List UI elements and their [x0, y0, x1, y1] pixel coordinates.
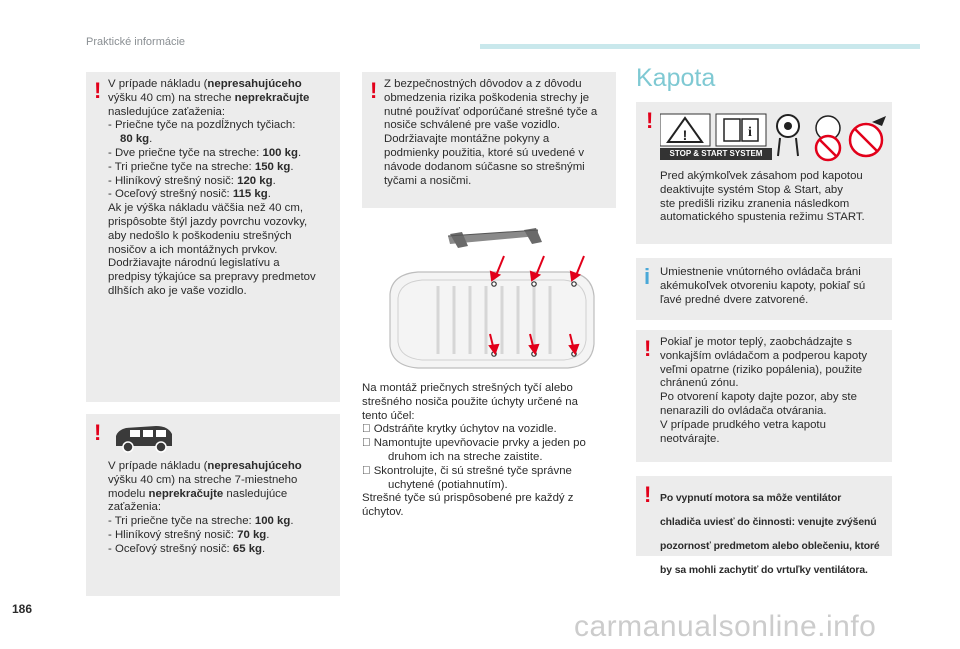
text-line: [108, 119, 336, 133]
text-fragment: nosičov a ich montážnych prvkov.: [108, 243, 278, 256]
text-fragment: modelu: [108, 487, 149, 500]
text-line: ľavé predné dvere zatvorené.: [660, 293, 809, 306]
text-line: Namontujte upevňovacie prvky a jeden po: [362, 437, 575, 450]
text-line: ste predišli riziku zranenia následkom: [660, 197, 850, 210]
text-line: chránenú zónu.: [660, 377, 739, 390]
watermark: carmanualsonline.info: [574, 610, 877, 643]
text-fragment: - Hliníkový strešný nosič:: [108, 528, 238, 541]
svg-text:i: i: [748, 125, 752, 140]
warning-triangle-icon: [660, 114, 710, 146]
no-hand-fan-icon: [850, 116, 886, 156]
bold-fragment: 115 kg: [232, 188, 268, 201]
text-line: automatického spustenia režimu START.: [660, 211, 865, 224]
text-line: Po otvorení kapoty dajte pozor, aby ste: [660, 391, 857, 404]
text-fragment: nasledujúce zaťaženia:: [108, 105, 225, 118]
text-line: nosiče schválené pre vaše vozidlo.: [384, 119, 561, 132]
text-line: [108, 474, 336, 488]
section-title-kapota: Kapota: [636, 64, 716, 92]
page-number: 186: [12, 602, 33, 616]
text-line: by sa mohli zachytiť do vrtuľky ventilátora.: [660, 564, 868, 576]
roof-bar-mounting-diagram: [378, 224, 604, 384]
bold-fragment: 100 kg: [262, 146, 298, 159]
text-line: [108, 161, 336, 175]
text-fragment: Ak je výška nákladu väčšia než 40 cm,: [108, 202, 303, 215]
text-fragment: nasledujúce: [223, 487, 288, 500]
no-hands-icon: [816, 116, 840, 160]
text-fragment: predpisy týkajúce sa prepravy predmetov: [108, 271, 316, 284]
text-line: Strešné tyče sú prispôsobené pre každý z: [362, 492, 574, 505]
warning-icon: !: [644, 482, 652, 507]
bold-fragment: 80 kg: [120, 133, 150, 146]
text-line: [108, 175, 336, 189]
header-accent-bar: [480, 44, 920, 49]
text-fragment: - Hliníkový strešný nosič:: [108, 174, 238, 187]
text-line: [108, 488, 336, 502]
text-line: [108, 244, 336, 258]
text-line: Pred akýmkoľvek zásahom pod kapotou: [660, 170, 863, 182]
text-fragment: .: [262, 542, 266, 555]
text-line: deaktivujte systém Stop & Start, aby: [660, 183, 843, 196]
stop-start-label: STOP & START SYSTEM: [660, 148, 772, 160]
text-line: [108, 92, 336, 106]
warning-icon: !: [646, 108, 654, 133]
text-fragment: výšku 40 cm) na streche 7-miestneho: [108, 473, 298, 486]
text-fragment: .: [267, 188, 271, 201]
header-title: Praktické informácie: [86, 36, 186, 48]
fan-warning-text: [660, 482, 890, 588]
text-line: nutné používať odporúčané strešné tyče a: [384, 105, 598, 118]
text-fragment: V prípade nákladu (: [108, 78, 208, 90]
text-line: vonkajším ovládačom a podperou kapoty: [660, 349, 868, 362]
bold-fragment: 100 kg: [254, 515, 291, 528]
text-fragment: .: [266, 528, 270, 541]
text-fragment: V prípade nákladu (: [108, 460, 208, 472]
text-fragment: - Dve priečne tyče na streche:: [108, 146, 263, 159]
text-fragment: .: [297, 146, 302, 159]
text-fragment: výšku 40 cm) na streche: [108, 91, 235, 104]
bold-fragment: nepresahujúceho: [207, 460, 302, 472]
text-fragment: prispôsobte štýl jazdy povrchu vozovky,: [108, 215, 308, 228]
text-line: nenarazili do ovládača otvárania.: [660, 404, 827, 417]
bold-fragment: neprekračujte: [148, 487, 224, 500]
text-fragment: - Oceľový strešný nosič:: [108, 542, 233, 555]
text-fragment: .: [290, 160, 294, 173]
load-limits-7seat-text: [108, 460, 336, 557]
text-line: [108, 543, 336, 557]
safety-roof-bars-text: [384, 78, 612, 188]
text-line: [108, 515, 336, 529]
hood-control-info-text: [660, 266, 888, 307]
text-line: strešného nosiča použite úchyty určené na: [362, 395, 578, 408]
text-fragment: .: [149, 133, 153, 146]
text-line: tyčami a nosičmi.: [384, 174, 472, 187]
text-line: [108, 78, 336, 92]
bold-fragment: 120 kg: [237, 174, 273, 187]
text-line: V prípade prudkého vetra kapotu: [660, 418, 826, 431]
text-line: návode dodanom súčasne so strešnými: [384, 160, 585, 173]
text-line: chladiča uviesť do činnosti: venujte zvýšenú: [660, 517, 877, 529]
text-fragment: aby nedošlo k poškodeniu strešných: [108, 229, 292, 242]
text-line: Pokiaľ je motor teplý, zaobchádzajte s: [660, 336, 853, 348]
text-fragment: - Oceľový strešný nosič:: [108, 188, 233, 201]
text-line: [108, 202, 336, 216]
text-line: [108, 285, 336, 299]
text-line: podmienky použitia, ktoré sú uvedené v: [384, 146, 585, 159]
text-line: [108, 188, 336, 202]
text-line: Po vypnutí motora sa môže ventilátor: [660, 493, 842, 505]
text-line: Skontrolujte, či sú strešné tyče správne: [362, 464, 561, 477]
load-limits-text: [108, 78, 336, 299]
text-line: akémukoľvek otvoreniu kapoty, pokiaľ sú: [660, 279, 866, 292]
text-fragment: - Tri priečne tyče na streche:: [108, 515, 255, 528]
text-line: veľmi opatrne (riziko popálenia), použite: [660, 363, 863, 376]
text-fragment: dlhších ako je vaše vozidlo.: [108, 284, 247, 297]
bold-fragment: neprekračujte: [234, 91, 310, 104]
van-7-seat-icon: [112, 420, 176, 454]
text-line: úchytov.: [362, 506, 404, 519]
mounting-instructions-text: [362, 382, 618, 520]
fan-belt-icon: [777, 115, 799, 156]
text-line: Z bezpečnostných dôvodov a z dôvodu: [384, 78, 582, 90]
bold-fragment: 150 kg: [254, 160, 291, 173]
svg-text:!: !: [682, 127, 688, 143]
hot-engine-warning-text: [660, 336, 888, 446]
bold-fragment: nepresahujúceho: [207, 78, 302, 90]
text-fragment: - Tri priečne tyče na streche:: [108, 160, 255, 173]
info-icon: i: [644, 264, 651, 289]
text-line: [108, 501, 336, 515]
warning-icon: !: [644, 336, 652, 361]
text-fragment: .: [290, 515, 294, 528]
stop-start-text: [660, 170, 888, 225]
text-line: Odstráňte krytky úchytov na vozidle.: [362, 423, 545, 436]
text-fragment: Dodržiavajte národnú legislatívu a: [108, 257, 280, 270]
text-line: pozornosť predmetom alebo oblečeniu, ktoré: [660, 540, 880, 552]
manual-book-icon: [716, 114, 766, 146]
text-line: neotvárajte.: [660, 432, 720, 445]
text-line: [108, 106, 336, 120]
text-line: obmedzenia rizika poškodenia strechy je: [384, 91, 590, 104]
bold-fragment: 70 kg: [237, 528, 267, 541]
text-line: Dodržiavajte montážne pokyny a: [384, 133, 550, 146]
text-line: [108, 133, 336, 147]
text-line: [108, 460, 336, 474]
warning-icon: !: [94, 420, 102, 445]
text-line: uchytené (potiahnutím).: [388, 478, 508, 491]
warning-icon: !: [94, 78, 102, 103]
text-fragment: zaťaženia:: [108, 501, 162, 514]
text-line: Umiestnenie vnútorného ovládača bráni: [660, 266, 861, 278]
warning-icon: !: [370, 78, 378, 103]
text-line: [108, 257, 336, 271]
text-line: [108, 230, 336, 244]
text-line: druhom ich na streche zaistite.: [388, 450, 543, 463]
text-line: [108, 216, 336, 230]
text-line: Na montáž priečnych strešných tyčí alebo: [362, 382, 573, 394]
text-fragment: - Priečne tyče na pozdĺžnych tyčiach:: [108, 119, 296, 132]
bold-fragment: 65 kg: [232, 542, 262, 555]
text-line: [108, 271, 336, 285]
text-line: tento účel:: [362, 409, 415, 422]
text-line: [108, 529, 336, 543]
text-line: [108, 147, 336, 161]
text-fragment: .: [272, 174, 276, 187]
